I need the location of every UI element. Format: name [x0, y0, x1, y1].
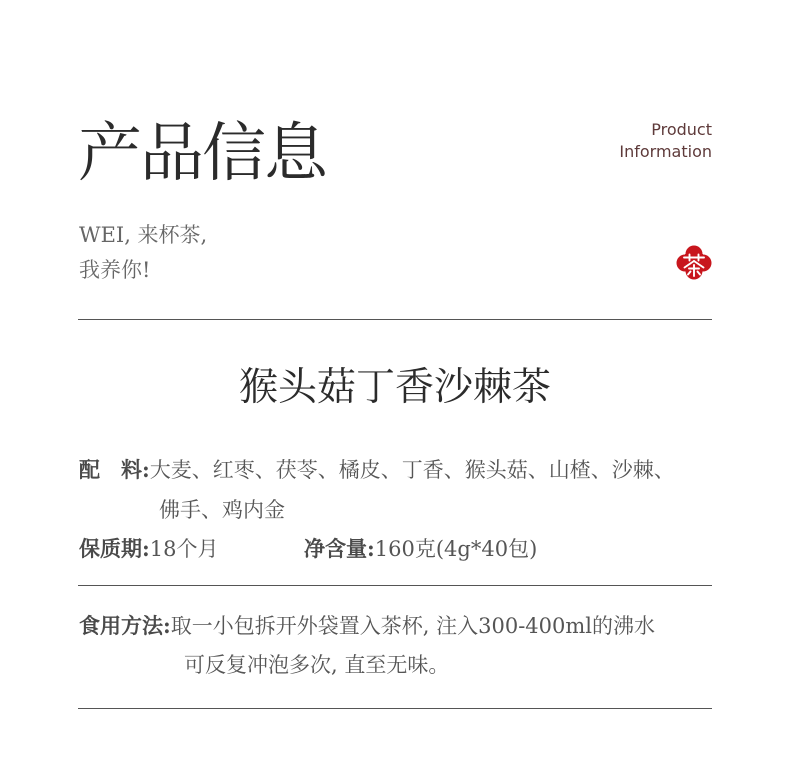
usage-row-continued	[184, 645, 449, 685]
net-content-label: 净含量:	[304, 536, 375, 561]
usage-label: 食用方法:	[79, 613, 171, 638]
usage-value-line2: 可反复冲泡多次, 直至无味。	[184, 653, 450, 677]
english-title-line1: Product	[651, 120, 712, 139]
divider-middle	[78, 585, 712, 586]
tea-seal-icon	[676, 245, 712, 281]
shelf-life-label: 保质期:	[79, 536, 150, 561]
ingredients-value-line2: 佛手、鸡内金	[159, 498, 285, 522]
slogan-line1: WEI, 来杯茶,	[79, 223, 208, 247]
english-title-line2: Information	[619, 142, 712, 161]
ingredients-row	[79, 450, 675, 490]
slogan	[79, 218, 207, 288]
ingredients-row-continued	[159, 490, 285, 530]
divider-top	[78, 319, 712, 320]
product-name: 猴头菇丁香沙棘茶	[238, 365, 551, 410]
divider-bottom	[78, 708, 712, 709]
net-content-value: 160克(4g*40包)	[374, 537, 538, 561]
shelf-life-value: 18个月	[149, 537, 219, 561]
english-title	[619, 119, 712, 163]
slogan-line2: 我养你!	[79, 258, 151, 282]
ingredients-label: 配 料:	[79, 457, 150, 482]
usage-row	[79, 606, 655, 646]
usage-value-line1: 取一小包拆开外袋置入茶杯, 注入300-400ml的沸水	[170, 614, 656, 638]
ingredients-value-line1: 大麦、红枣、茯苓、橘皮、丁香、猴头菇、山楂、沙棘、	[149, 458, 675, 482]
net-content-row	[304, 529, 537, 569]
shelf-life-row	[79, 529, 219, 569]
page-title: 产品信息	[78, 117, 326, 191]
